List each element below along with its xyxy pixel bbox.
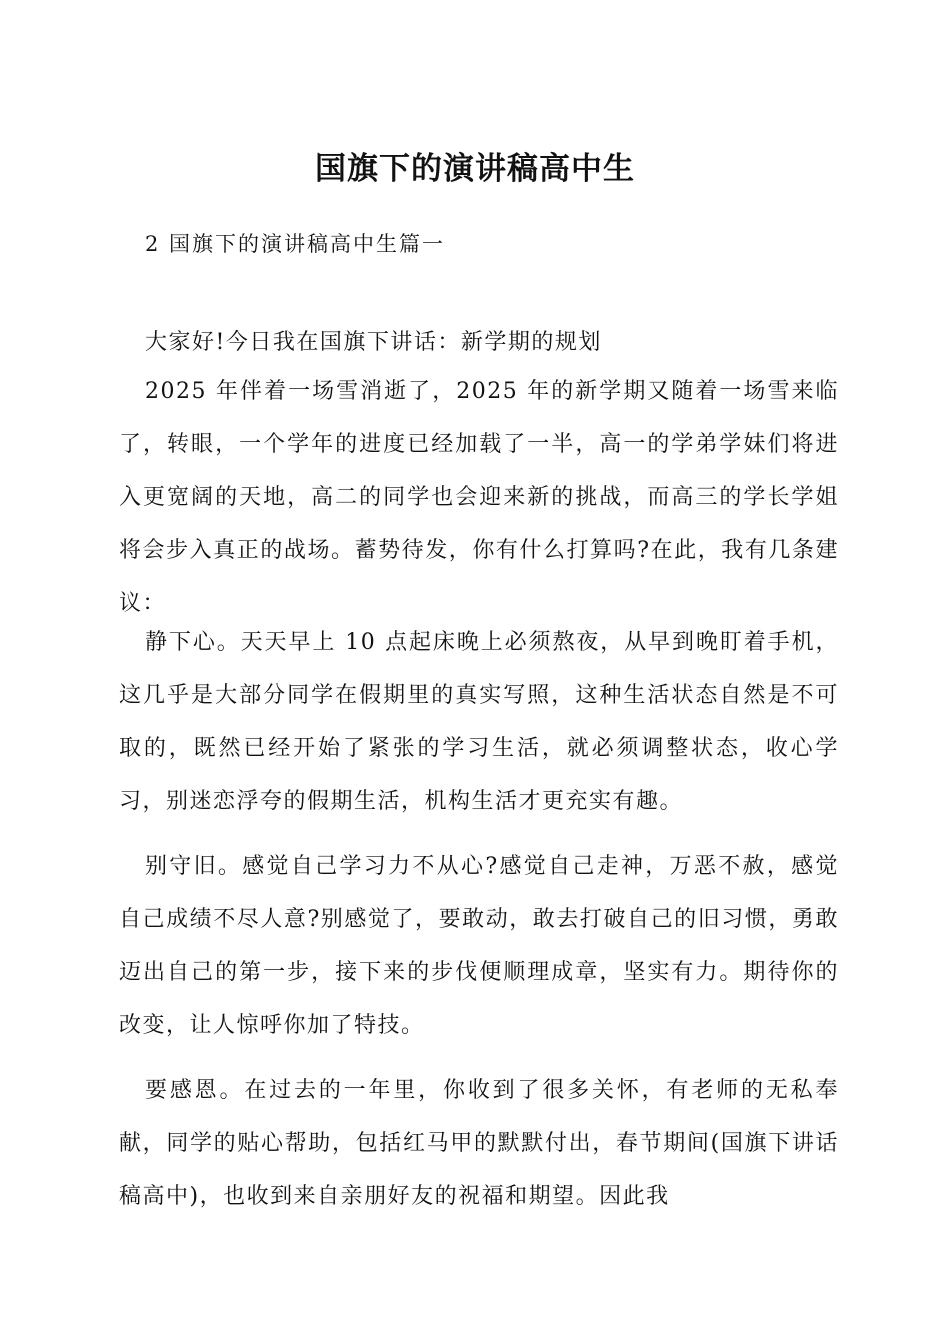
document-subtitle: 2 国旗下的演讲稿高中生篇一 — [145, 232, 446, 256]
paragraph-dont-stick-to-old: 别守旧。感觉自己学习力不从心?感觉自己走神，万恶不赦，感觉自己成绩不尽人意?别感觉了，要敢动，敢去打破自己的旧习惯，勇敢迈出自己的第一步，接下来的步伐便顺理成章，坚实有力。期待你的改变，让人惊呼你加了特技。 — [119, 854, 839, 1038]
paragraph-greeting: 大家好!今日我在国旗下讲话：新学期的规划 — [145, 330, 602, 355]
paragraph-be-grateful: 要感恩。在过去的一年里，你收到了很多关怀，有老师的无私奉献，同学的贴心帮助，包括红马甲的默默付出，春节期间(国旗下讲话稿高中)，也收到来自亲朋好友的祝福和期望。因此我 — [119, 1078, 839, 1209]
paragraph-new-semester: 2025 年伴着一场雪消逝了，2025 年的新学期又随着一场雪来临了，转眼，一个学年的进度已经加载了一半，高一的学弟学妹们将进入更宽阔的天地，高二的同学也会迎来新的挑战，而高三的学长学姐将会步入真正的战场。蓄势待发，你有什么打算吗?在此，我有几条建议： — [119, 379, 839, 616]
document-title: 国旗下的演讲稿高中生 — [315, 151, 635, 187]
paragraph-calm-down: 静下心。天天早上 10 点起床晚上必须熬夜，从早到晚盯着手机，这几乎是大部分同学在假期里的真实写照，这种生活状态自然是不可取的，既然已经开始了紧张的学习生活，就必须调整状态，收心学习，别迷恋浮夸的假期生活，机构生活才更充实有趣。 — [119, 630, 839, 814]
